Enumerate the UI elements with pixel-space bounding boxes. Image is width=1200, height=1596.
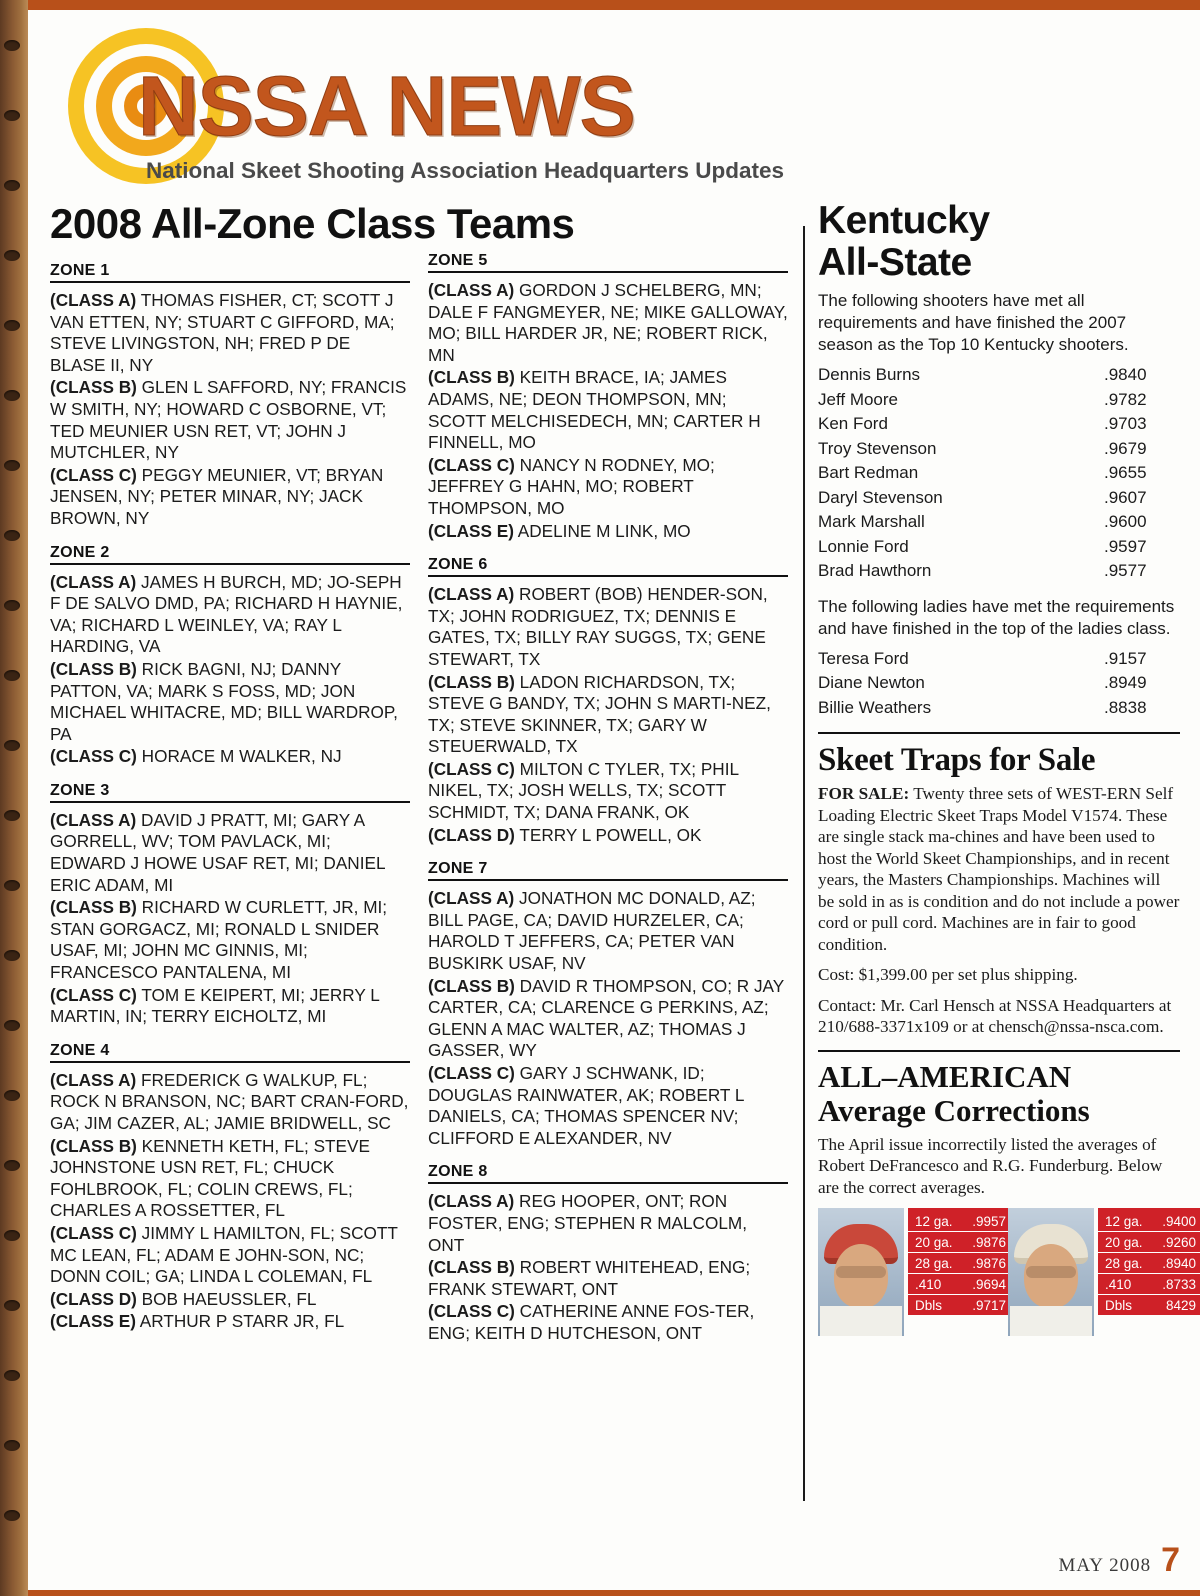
gauge-average: .9717 (972, 1297, 1006, 1313)
class-members: GARY J SCHWANK, ID; DOUGLAS RAINWATER, AK; ROBERT L DANIELS, CA; THOMAS SPENCER NV; CLIFFORD E ALEXANDER, NV (428, 1063, 744, 1148)
zone-entry (50, 465, 410, 530)
gauge-label: 20 ga. (1105, 1234, 1143, 1250)
corrections-heading-line2: Average Corrections (818, 1092, 1090, 1128)
average-table-funderburg (1098, 1208, 1200, 1315)
gauge-average: .9876 (972, 1234, 1006, 1250)
issue-date: MAY 2008 (1058, 1555, 1152, 1576)
gauge-average: .8940 (1162, 1255, 1196, 1271)
table-row (1098, 1295, 1200, 1315)
zone-entry (428, 672, 788, 758)
list-item (818, 535, 1180, 560)
zone-heading-3: ZONE 3 (50, 782, 410, 803)
list-item (818, 696, 1180, 721)
gauge-label: Dbls (1105, 1297, 1133, 1313)
gauge-average: .9957 (972, 1213, 1006, 1229)
class-members: TERRY L POWELL, OK (514, 824, 702, 845)
list-item (818, 437, 1180, 462)
kentucky-shooter-list (818, 363, 1180, 584)
table-row (908, 1211, 1012, 1232)
class-members: GORDON J SCHELBERG, MN; DALE F FANGMEYER, NE; MIKE GALLOWAY, MO; BILL HARDER JR, NE; ROBERT RICK, MN (428, 280, 788, 365)
zone-entry (50, 1223, 410, 1288)
table-row (1098, 1274, 1200, 1295)
class-label: (CLASS C) (428, 758, 515, 779)
shooter-score: .9577 (1104, 561, 1147, 580)
gauge-label: 28 ga. (915, 1255, 953, 1271)
zone-entry (50, 810, 410, 896)
class-members: RICK BAGNI, NJ; DANNY PATTON, VA; MARK S FOSS, MD; JON MICHAEL WHITACRE, MD; BILL WARDROP, PA (50, 658, 398, 744)
zone-heading-2: ZONE 2 (50, 544, 410, 565)
class-members: DAVID J PRATT, MI; GARY A GORRELL, WV; TOM PAVLACK, MI; EDWARD J HOWE USAF RET, MI; DANIEL ERIC ADAM, MI (50, 809, 385, 895)
class-label: (CLASS C) (428, 1063, 515, 1083)
traps-body (818, 783, 1180, 955)
zone-entry (50, 572, 410, 658)
shooter-score: .9597 (1104, 536, 1147, 556)
traps-cost: Cost: $1,399.00 per set plus shipping. (818, 965, 1078, 984)
gauge-label: 12 ga. (1105, 1213, 1143, 1229)
gauge-label: .410 (915, 1276, 942, 1292)
zone-entry (428, 1191, 788, 1256)
zone-entry (50, 1136, 410, 1222)
table-row (908, 1295, 1012, 1315)
top-rule (28, 0, 1200, 10)
zone-entry (428, 1063, 788, 1149)
zone-entry (428, 455, 788, 520)
list-item (818, 461, 1180, 486)
zone-entry (428, 1257, 788, 1300)
table-row (908, 1253, 1012, 1274)
zone-heading-8: ZONE 8 (428, 1163, 788, 1184)
shooter-name: Teresa Ford (818, 648, 909, 668)
shooter-name: Bart Redman (818, 463, 919, 482)
kentucky-heading (818, 200, 1180, 284)
class-members: TOM E KEIPERT, MI; JERRY L MARTIN, IN; TERRY EICHOLTZ, MI (50, 984, 380, 1027)
zone-entry (50, 746, 410, 768)
shooter-name: Troy Stevenson (818, 438, 937, 458)
for-sale-label: FOR SALE: (818, 784, 910, 803)
zone-entry (50, 985, 410, 1028)
column-right (818, 199, 1196, 1348)
average-table-defrancesco (908, 1208, 1012, 1315)
shooter-score: .8838 (1104, 697, 1147, 717)
class-label: (CLASS B) (50, 658, 137, 679)
zone-entry (50, 659, 410, 745)
table-row (1098, 1211, 1200, 1232)
class-label: (CLASS C) (428, 454, 515, 475)
shooter-score: .9679 (1104, 438, 1147, 458)
class-members: LADON RICHARDSON, TX; STEVE G BANDY, TX; JOHN S MARTI-NEZ, TX; STEVE SKINNER, TX; GARY W STEUERWALD, TX (428, 671, 771, 757)
class-members: ROBERT (BOB) HENDER-SON, TX; JOHN RODRIGUEZ, TX; DENNIS E GATES, TX; BILLY RAY SUGGS, TX; GENE STEWART, TX (428, 584, 768, 669)
zone-heading-4: ZONE 4 (50, 1042, 410, 1063)
traps-description: Twenty three sets of WEST-ERN Self Loading Electric Skeet Traps Model V1574. These are single stack ma-chines and have been used to host the World Skeet Championships, and in recent years, the Masters Championships. Machines will be sold in as is condition and do not include a power cord or pull cord. Machines are in fair to good condition. (818, 784, 1180, 954)
zone-entry (50, 290, 410, 376)
class-members: THOMAS FISHER, CT; SCOTT J VAN ETTEN, NY; STUART C GIFFORD, MA; STEVE LIVINGSTON, NH; FRED P DE BLASE II, NY (50, 290, 395, 375)
kentucky-ladies-intro: The following ladies have met the requirements and have finished in the top of the ladies class. (818, 596, 1175, 638)
class-label: (CLASS D) (50, 1288, 137, 1309)
gauge-average: .8733 (1162, 1276, 1196, 1292)
class-label: (CLASS B) (50, 1135, 137, 1156)
zone-heading-5: ZONE 5 (428, 252, 788, 273)
traps-heading: Skeet Traps for Sale (818, 742, 1096, 778)
class-label: (CLASS C) (50, 464, 137, 485)
zone-entry (428, 825, 788, 847)
list-item (818, 486, 1180, 511)
kentucky-ladies-list (818, 647, 1180, 721)
shooter-score: .9840 (1104, 365, 1147, 384)
shooter-score: .8949 (1104, 673, 1147, 692)
masthead-subtitle: National Skeet Shooting Association Headquarters Updates (146, 158, 785, 183)
zone-entry (50, 1289, 410, 1311)
gauge-average: .9260 (1162, 1234, 1196, 1250)
class-label: (CLASS A) (50, 1069, 137, 1090)
shooter-photo-defrancesco (818, 1208, 904, 1336)
class-members: NANCY N RODNEY, MO; JEFFREY G HAHN, MO; ROBERT THOMPSON, MO (428, 454, 715, 518)
page-number: 7 (1161, 1541, 1180, 1579)
gauge-label: Dbls (915, 1297, 943, 1313)
class-label: (CLASS C) (428, 1301, 515, 1322)
class-members: DAVID R THOMPSON, CO; R JAY CARTER, CA; CLARENCE G PERKINS, AZ; GLENN A MAC WALTER, AZ; THOMAS J GASSER, WY (428, 975, 784, 1061)
kentucky-heading-line1: Kentucky (818, 199, 990, 242)
class-label: (CLASS C) (50, 984, 137, 1005)
shooter-score: .9782 (1104, 389, 1147, 409)
zone-entry (428, 888, 788, 974)
class-label: (CLASS B) (428, 975, 515, 996)
class-members: ARTHUR P STARR JR, FL (135, 1311, 345, 1332)
gauge-label: 12 ga. (915, 1213, 953, 1229)
list-item (818, 412, 1180, 437)
zone-entry (428, 976, 788, 1062)
shooter-name: Jeff Moore (818, 389, 899, 409)
class-members: ADELINE M LINK, MO (513, 520, 691, 541)
class-label: (CLASS C) (50, 746, 137, 767)
class-label: (CLASS C) (50, 1222, 137, 1243)
zone-heading-7: ZONE 7 (428, 860, 788, 881)
shooter-name: Diane Newton (818, 673, 925, 692)
class-members: JIMMY L HAMILTON, FL; SCOTT MC LEAN, FL; ADAM E JOHN-SON, NC; DONN COIL; GA; LINDA L COLEMAN, FL (50, 1222, 398, 1287)
shooter-name: Daryl Stevenson (818, 487, 943, 507)
list-item (818, 559, 1180, 584)
zone-entry (428, 759, 788, 824)
page-title: 2008 All-Zone Class Teams (50, 200, 575, 247)
column-middle (428, 252, 788, 1346)
section-divider (818, 732, 1180, 734)
class-label: (CLASS E) (428, 520, 514, 541)
zone-heading-6: ZONE 6 (428, 556, 788, 577)
list-item (818, 510, 1180, 535)
zone-entry (428, 521, 788, 543)
kentucky-intro: The following shooters have met all requirements and have finished the 2007 season as the Top 10 Kentucky shooters. (818, 291, 1129, 354)
class-members: ROBERT WHITEHEAD, ENG; FRANK STEWART, ONT (428, 1257, 751, 1299)
column-divider (803, 226, 805, 1501)
corrections-averages-block (818, 1208, 1196, 1348)
corrections-heading-line1: ALL–AMERICAN (818, 1058, 1072, 1094)
class-label: (CLASS A) (428, 280, 515, 300)
shooter-score: .9600 (1104, 512, 1147, 531)
list-item (818, 363, 1180, 388)
class-label: (CLASS A) (50, 809, 137, 830)
class-label: (CLASS E) (50, 1311, 136, 1332)
class-members: FREDERICK G WALKUP, FL; ROCK N BRANSON, NC; BART CRAN-FORD, GA; JIM CAZER, AL; JAMIE BRIDWELL, SC (50, 1069, 409, 1133)
content-area (28, 200, 1200, 1540)
zone-entry (50, 1070, 410, 1135)
kentucky-heading-line2: All-State (818, 241, 972, 284)
zone-entry (428, 367, 788, 453)
gauge-label: .410 (1105, 1276, 1132, 1292)
list-item (818, 388, 1180, 413)
class-label: (CLASS A) (428, 584, 515, 605)
class-label: (CLASS A) (428, 888, 515, 909)
list-item (818, 671, 1180, 696)
class-label: (CLASS A) (50, 290, 137, 310)
class-label: (CLASS B) (428, 671, 515, 692)
section-divider-2 (818, 1050, 1180, 1052)
zone-entry (50, 377, 410, 463)
masthead-title: NSSA NEWS (138, 59, 635, 153)
class-members: RICHARD W CURLETT, JR, MI; STAN GORGACZ, MI; RONALD L SNIDER USAF, MI; JOHN MC GINNIS, MI; FRANCESCO PANTALENA, MI (50, 897, 388, 983)
zone-entry (50, 1311, 410, 1333)
page-body (28, 0, 1200, 1596)
class-members: HORACE M WALKER, NJ (136, 746, 342, 767)
shooter-score: .9703 (1104, 414, 1147, 433)
table-row (908, 1232, 1012, 1253)
traps-contact: Contact: Mr. Carl Hensch at NSSA Headquarters at 210/688-3371x109 or at chensch@nssa-nsca.com. (818, 995, 1172, 1036)
shooter-name: Lonnie Ford (818, 536, 909, 556)
masthead (28, 18, 1200, 193)
gauge-label: 28 ga. (1105, 1255, 1143, 1271)
table-row (1098, 1232, 1200, 1253)
class-label: (CLASS A) (428, 1191, 515, 1212)
class-members: GLEN L SAFFORD, NY; FRANCIS W SMITH, NY; HOWARD C OSBORNE, VT; TED MEUNIER USN RET, VT; JOHN J MUTCHLER, NY (50, 377, 407, 463)
corrections-heading (818, 1060, 1180, 1128)
class-label: (CLASS B) (50, 897, 137, 918)
class-members: PEGGY MEUNIER, VT; BRYAN JENSEN, NY; PETER MINAR, NY; JACK BROWN, NY (50, 464, 384, 528)
binding-edge (0, 0, 28, 1596)
zone-entry (428, 280, 788, 366)
shooter-name: Ken Ford (818, 414, 888, 433)
table-row (1098, 1253, 1200, 1274)
zone-heading-1: ZONE 1 (50, 262, 410, 283)
class-members: JAMES H BURCH, MD; JO-SEPH F DE SALVO DMD, PA; RICHARD H HAYNIE, VA; RICHARD L WEINLEY, VA; RAY L HARDING, VA (50, 571, 403, 657)
bottom-rule (28, 1590, 1200, 1596)
gauge-average: .9694 (972, 1276, 1006, 1292)
gauge-average: .9876 (972, 1255, 1006, 1271)
shooter-score: .9607 (1104, 487, 1147, 507)
shooter-name: Mark Marshall (818, 512, 925, 531)
class-label: (CLASS B) (428, 1257, 515, 1278)
shooter-score: .9655 (1104, 463, 1147, 482)
class-members: JONATHON MC DONALD, AZ; BILL PAGE, CA; DAVID HURZELER, CA; HAROLD T JEFFERS, CA; PETER VAN BUSKIRK USAF, NV (428, 888, 756, 974)
table-row (908, 1274, 1012, 1295)
gauge-average: .9400 (1162, 1213, 1196, 1229)
class-members: KENNETH KETH, FL; STEVE JOHNSTONE USN RET, FL; CHUCK FOHLBROOK, FL; COLIN CREWS, FL; CHARLES A ROSSETTER, FL (50, 1135, 370, 1221)
zone-entry (50, 897, 410, 983)
class-members: CATHERINE ANNE FOS-TER, ENG; KEITH D HUTCHESON, ONT (428, 1301, 755, 1343)
gauge-average: 8429 (1165, 1297, 1196, 1313)
shooter-score: .9157 (1104, 648, 1147, 668)
zone-entry (428, 1301, 788, 1344)
shooter-name: Brad Hawthorn (818, 561, 932, 580)
class-label: (CLASS D) (428, 824, 515, 845)
shooter-name: Billie Weathers (818, 697, 932, 717)
class-members: BOB HAEUSSLER, FL (136, 1288, 317, 1309)
list-item (818, 647, 1180, 672)
page-footer (1058, 1541, 1180, 1580)
shooter-name: Dennis Burns (818, 365, 921, 384)
gauge-label: 20 ga. (915, 1234, 953, 1250)
corrections-body: The April issue incorrectily listed the averages of Robert DeFrancesco and R.G. Funderburg. Below are the correct averages. (818, 1134, 1163, 1197)
class-members: MILTON C TYLER, TX; PHIL NIKEL, TX; JOSH WELLS, TX; SCOTT SCHMIDT, TX; DANA FRANK, OK (428, 758, 739, 823)
class-label: (CLASS B) (50, 377, 137, 398)
class-members: REG HOOPER, ONT; RON FOSTER, ENG; STEPHEN R MALCOLM, ONT (428, 1191, 747, 1255)
zone-entry (428, 584, 788, 670)
class-label: (CLASS A) (50, 571, 137, 592)
class-members: KEITH BRACE, IA; JAMES ADAMS, NE; DEON THOMPSON, MN; SCOTT MELCHISEDECH, MN; CARTER H FINNELL, MO (428, 367, 761, 453)
class-label: (CLASS B) (428, 367, 515, 388)
shooter-photo-funderburg (1008, 1208, 1094, 1336)
